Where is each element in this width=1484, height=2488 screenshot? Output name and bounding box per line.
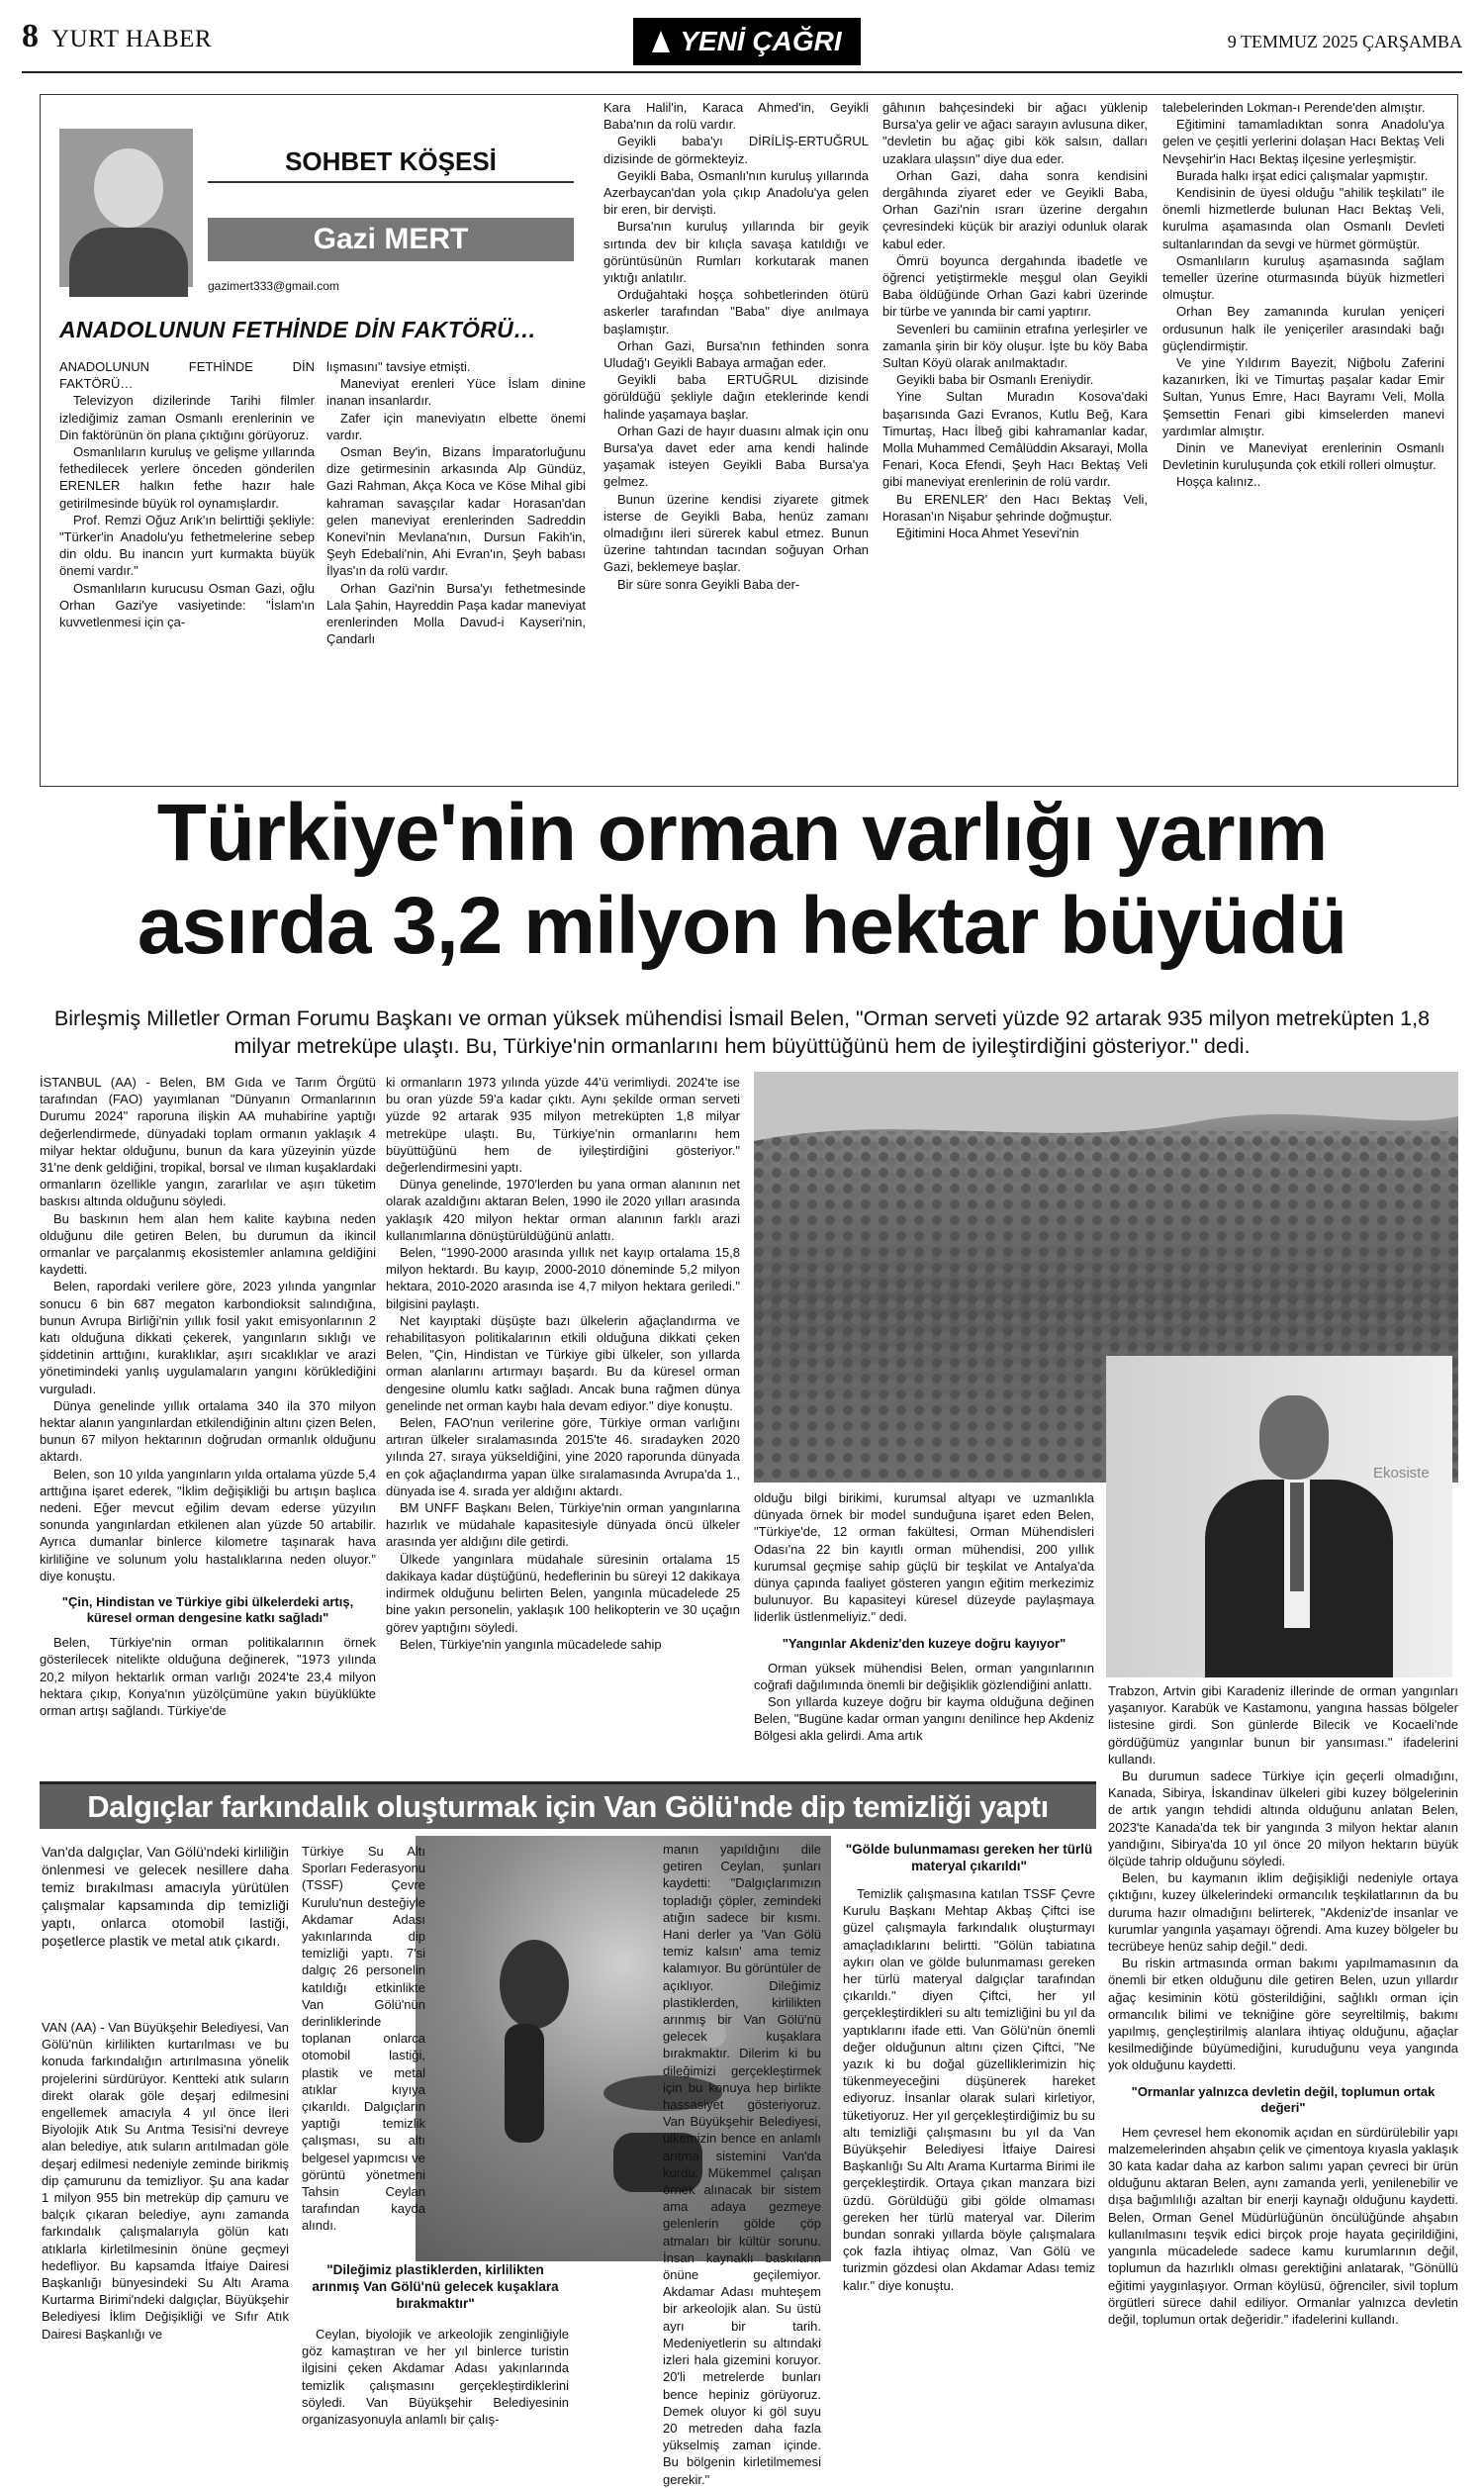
column-text-col2 xyxy=(326,358,586,774)
forest-text-col1 xyxy=(40,1074,376,1767)
paragraph: Belen, bu kaymanın iklim değişikliği nedeniyle ortaya çıktığını, kuzey ülkelerindeki ormancılık teşkilatlarının da bu duruma hazır olmadığını belirterek, "Akdeniz'de insanlar ve kurumlar yangınla yaşamayı öğrendi. Ama kuzey bölgeler bu tecrübeye henüz sahip değil." dedi. xyxy=(1108,1870,1458,1955)
paragraph: VAN (AA) - Van Büyükşehir Belediyesi, Van Gölü'nün kirlilikten kurtarılması ve bu konuda farkındalığın artırılmasına yönelik projelerini sürdürüyor. Kentteki atık suların direkt olarak göle deşarj edilmesini engellemek amacıyla 4 yıl önce İleri Biyolojik Atık Su Arıtma Tesisi'ni devreye alan belediye, atık suların arıtılmadan göle deşarj edilmesi nedeniyle zeminde birikmiş dip çamurunu da temizliyor. Şu ana kadar 1 milyon 955 bin metreküp dip çamuru ve balçık çıkaran belediye, aynı zamanda farkındalık çalışmalarıyla gölün katı atıklarla kirletilmesinin önüne geçmeyi hedefliyor. Bu kapsamda İtfaiye Dairesi Başkanlığı bünyesindeki Su Altı Arama Kurtarma Birimi'ndeki dalgıçlar, Büyükşehir Belediyesi İklim Değişikliği ve Sıfır Atık Dairesi Başkanlığı ve xyxy=(42,2020,289,2342)
paragraph: Dinin ve Maneviyat erenlerinin Osmanlı Devletinin kuruluşunda çok etkili rolleri olmuştur. xyxy=(1162,440,1444,473)
forest-text-col4 xyxy=(1108,1682,1458,2454)
photo-caption-fragment: Ekosiste xyxy=(1373,1465,1430,1482)
paragraph: Prof. Remzi Oğuz Arık'ın belirttiği şekliyle: "Türker'in Anadolu'yu fethetmelerine sebep din oldu. Bu inancın yurt kurmakta büyük önemi vardır." xyxy=(59,512,315,579)
paragraph: Eğitimini Hoca Ahmet Yesevi'nin xyxy=(896,526,1079,541)
paragraph: Bunun üzerine kendisi ziyarete gitmek isterse de Geyikli Baba, henüz zamanı olmadığını ileri sürerek kabul etmez. Bunun üzerine tahtından tacından soğuyan Orhan Gazi, beklemeye başlar. xyxy=(603,491,869,575)
logo-text: YENİ ÇAĞRI xyxy=(680,26,842,56)
headline-line-2: asırda 3,2 milyon hektar büyüdü xyxy=(137,881,1347,971)
paragraph: Temizlik çalışmasına katılan TSSF Çevre Kurulu Başkanı Mehtap Akbaş Çiftci ise güzel çalışmayla farkındalık oluşturmayı amaçladıklarını belirtti. "Gölün tabiatına aykırı olan ve gölde bulunmaması gereken her türlü materyal dalgıçlar tarafından çıkarıldı." diyen Çiftci, her yıl gerçekleştirdikleri su altı temizliğini bu yıl da yaptıklarını ifade etti. Van Gölü'nün önemli değer olduğunun altını çizen Çiftci, "Ne yazık ki bu doğal güzelliklerimizin hiç tükenmeyeceğini düşünerek hareket ediyoruz. İnsanlar olarak sulari kirletiyor, tüketiyoruz. Her yıl gerçekleştirdiğimiz bu su altı temizliği çalışmasını bu yıl da Van Büyükşehir Belediyesi İtfaiye Dairesi Başkanlığı Su Altı Arama Kurtarma Birimi ile gerçekleştirdik. Ortaya çıkan manzara bizi üzdü. Görüldüğü gibi gölde olmaması gereken her türlü materyal var. Dilerim bundan sonraki yıllarda böyle çalışmalara çok fazla ihtiyaç olmaz, Van Gölü ve turizmin gözdesi olan Akdamar Adası temiz kalır." diye konuştu. xyxy=(843,1886,1095,2293)
paragraph: Kendisinin de üyesi olduğu "ahilik teşkilatı" ile önemli hizmetlerde bulunan Hacı Bektaş Veli, kurulma aşamasında olan Osmanlı Devleti sultanlarından da sevgi ve hürmet görmüştür. xyxy=(1162,185,1444,251)
paragraph: Bu baskının hem alan hem kalite kaybına neden olduğunu dile getiren Belen, bu durumun da ikincil ormanlar ve parçalanmış ekosistemler anlamına geldiğini kaydetti. xyxy=(40,1210,376,1278)
paragraph: Orhan Bey zamanında kurulan yeniçeri ordusunun halk ile yeniçeriler arasındaki bağı güçlendirmiştir. xyxy=(1162,304,1444,353)
column-text-col5 xyxy=(1162,99,1444,777)
paragraph: Burada halkı irşat edici çalışmalar yapmıştır. xyxy=(1176,167,1429,183)
header-rule xyxy=(22,71,1462,73)
author-email: gazimert333@gmail.com xyxy=(208,279,339,293)
forest-text-col2 xyxy=(386,1074,740,1767)
subheading: "Ormanlar yalnızca devletin değil, toplumun ortak değeri" xyxy=(1131,2083,1436,2115)
paragraph: Geyikli baba bir Osmanlı Ereniydir. xyxy=(896,372,1094,388)
author-name-badge: Gazi MERT xyxy=(208,218,574,261)
paragraph: manın yapıldığını dile getiren Ceylan, şunları kaydetti: "Dalgıçlarımızın topladığı çöpler, zemindeki atığın sadece bir kısmı. Hani derler ya 'Van Gölü temiz kalsın' ama temiz kalamıyor. Bu görüntüler de açıklıyor. Dileğimiz plastiklerden, kirlilikten arınmış bir Van Gölü'nü gelecek kuşaklara bırakmaktır. Dilerim ki bu dileğimizi gerçekleştirmek için bu konuya hep birlikte hassasiyet gösteriyoruz. Van Büyükşehir Belediyesi, ülkemizin bence en anlamlı arıtma sistemini Van'da kurdu. Mükemmel çalışan örnek alınacak bir sistem ama adaya gezmeye gelenlerin gölde çöp atmaları bir kültür sorunu. İnsan kaynaklı baskıların önüne geçilemiyor. Akdamar Adası muhteşem bir arkeolojik alan. Su üstü ayrı bir tarih. Medeniyetlerin su altındaki izleri hala gizemini koruyor. 20'li metrelerde bunları bence hepiniz görüyoruz. Demek oluyor ki göl suyu 20 metreden daha fazla yükselmiş zaman içinde. Bu bölgenin kirletilmemesi gerekir." xyxy=(663,1842,821,2487)
column-text-col3 xyxy=(603,99,869,777)
van-quote-2: "Gölde bulunmaması gereken her türlü materyal çıkarıldı" xyxy=(845,1842,1093,1873)
paragraph: Orhan Gazi de hayır duasını almak için onu Bursa'ya davet eder ama kendi halinde yaşamak isteyen Geyikli Baba Bursa'ya gelmez. xyxy=(603,423,869,490)
paragraph: Dünya genelinde, 1970'lerden bu yana orman alanının net olarak azaldığını aktaran Belen, 1990 ile 2020 yılları arasında yaklaşık 420 milyon hektar orman alanının farklı arazi kullanımlarına dönüştürüldüğünü anlattı. xyxy=(386,1177,740,1243)
paragraph: Geyikli Baba, Osmanlı'nın kuruluş yıllarında Azerbaycan'dan yola çıkıp Anadolu'ya gelen bir eren, bir dervişti. xyxy=(603,167,869,218)
masthead-logo xyxy=(633,18,861,65)
paragraph: Türkiye Su Altı Sporları Federasyonu (TSSF) Çevre Kurulu'nun desteğiyle Akdamar Adası yakınlarında dip temizliği yaptı. 7'si dalgıç 26 personelin katıldığı etkinlikte Van Gölü'nün derinliklerinde toplanan onlarca otomobil lastiği, plastik ve metal atıklar kıyıya çıkarıldı. Dalgıçların yaptığı temizlik çalışması, su altı belgesel yapımcısı ve görüntü yönetmeni Tahsin Ceylan tarafından kayda alındı. xyxy=(302,1844,426,2234)
paragraph: Osmanlıların kuruluş aşamasında sağlam temeller üzerine oturmasında büyük hizmetleri olmuştur. xyxy=(1162,252,1444,303)
paragraph: olduğu bilgi birikimi, kurumsal altyapı ve uzmanlıkla dünyada örnek bir model sunduğuna işaret eden Belen, "Türkiye'de, 12 orman fakültesi, Orman Mühendisleri Odası'na 22 bin kayıtlı orman mühendisi, 200 yıllık kurumsal geçmişe sahip güçlü bir teşkilat ve Antalya'da dünya çapında faaliyet gösteren yangın eğitim merkezimiz bulunuyor. Bu kapasiteyi küresel düzeyde paylaşmaya liderlik üstlenmeliyiz." dedi. xyxy=(754,1490,1094,1625)
paragraph: Trabzon, Artvin gibi Karadeniz illerinde de orman yangınları yaşanıyor. Karabük ve Kastamonu, yangına hassas bölgeler listesine girdi. Son günlerde Bilecik ve Kocaeli'nde gördüğümüz yangınlar bunun bir yansıması." ifadelerini kullandı. xyxy=(1108,1683,1458,1767)
paragraph: BM UNFF Başkanı Belen, Türkiye'nin orman yangınlarına hazırlık ve müdahale kapasitesiyle dünyada öncü ülkeler arasında yer aldığını dile getirdi. xyxy=(386,1500,740,1550)
paragraph: Belen, rapordaki verilere göre, 2023 yılında yangınlar sonucu 6 bin 687 megaton karbondioksit salındığına, bunun Avrupa Birliği'nin yıllık fosil yakıt emisyonlarının 2 katı olduğuna dikkati çekerek, yangınların sıklığı ve şiddetinin arttığını, kuraklıklar, aşırı sıcaklıklar ve arazi yönetimindeki yanlış uygulamaların yangını körüklediğini vurguladı. xyxy=(40,1279,376,1396)
paragraph: Bursa'nın kuruluş yıllarında bir geyik sırtında dev bir kılıçla savaşa katıldığı ve görüntüsünün Rumları korkutarak manen yıktığı anlatılır. xyxy=(603,219,869,286)
paragraph: Kara Halil'in, Karaca Ahmed'in, Geyikli Baba'nın da rolü vardır. xyxy=(603,100,869,133)
paragraph: Orman yüksek mühendisi Belen, orman yangınlarının coğrafi dağılımında önemli bir değişiklik gözlendiğini anlattı. xyxy=(754,1660,1094,1692)
subheading: "Çin, Hindistan ve Türkiye gibi ülkelerdeki artış, küresel orman dengesine katkı sağladı" xyxy=(61,1594,354,1626)
paragraph: Belen, Türkiye'nin orman politikalarının örnek gösterilecek nitelikte olduğuna değinerek, "1973 yılında 20,2 milyon hektarlık orman varlığı 2024'te 23,4 milyon hektara çıkıp, Konya'nın yüzölçümüne yakın büyüklükte orman artışı sağlandı. Türkiye'de xyxy=(40,1635,376,1718)
section-title: YURT HABER xyxy=(51,26,213,52)
paragraph: İSTANBUL (AA) - Belen, BM Gıda ve Tarım Örgütü tarafından (FAO) yayımlanan "Dünyanın Ormanlarının Durumu 2024" raporuna ilişkin AA muhabirine yaptığı değerlendirmede, dünyadaki toplam ormanın yaklaşık 4 milyar hektar olduğunu, bunun da kara yüzeyinin yüzde 31'ne denk geldiğini, tropikal, borsal ve ılıman kuşaklardaki ormanların özellikle yangın, zararlılar ve aşırı tüketim baskısı altında olduğunu söyledi. xyxy=(40,1075,376,1209)
paragraph: Orhan Gazi'nin Bursa'yı fethetmesinde Lala Şahin, Hayreddin Paşa kadar maneviyat erenlerinden Molla Davud-i Kayseri'nin, Çandarlı xyxy=(326,580,586,647)
van-headline: Dalgıçlar farkındalık oluşturmak için Van Gölü'nde dip temizliği yaptı xyxy=(87,1789,1049,1824)
van-text-col2-top xyxy=(302,1843,426,2234)
paragraph: Bu ERENLER' den Hacı Bektaş Veli, Horasan'ın Nişabur şehrinde doğmuştur. xyxy=(882,491,1148,524)
paragraph: Eğitimini tamamladıktan sonra Anadolu'ya gelen ve çeşitli yerlerini dolaşan Hacı Bektaş Veli Nevşehir'in Hacı Bektaş ilçesine yerleşmiştir. xyxy=(1162,117,1444,166)
paragraph: Ve yine Yıldırım Bayezit, Niğbolu Zaferini kazanırken, İki ve Timurtaş paşalar kadar Emir Sultan, Yunus Emre, Hacı Bayramı Veli, Molla Şemsettin Fenari gibi kimselerden manevi yardımlar almıştır. xyxy=(1162,355,1444,438)
paragraph: ki ormanların 1973 yılında yüzde 44'ü verimliydi. 2024'te ise bu oran yüzde 59'a kadar çıktı. Aynı şekilde orman serveti yüzde 92 artarak 935 milyon metreküpten 1,8 milyar metreküpe ulaştı. Bu, Türkiye'nin ormanlarını hem büyüttüğünü hem de iyileştirdiğini gösteriyor." değerlendirmesini yaptı. xyxy=(386,1075,740,1176)
author-photo xyxy=(59,129,193,287)
paragraph: Sevenleri bu camiinin etrafına yerleşirler ve zamanla şirin bir köy oluşur. İşte bu köy Baba Sultan Köyü olarak anılmaktadır. xyxy=(882,321,1148,371)
page-number: 8 xyxy=(22,18,39,54)
van-text-col4 xyxy=(843,1885,1095,2454)
logo-flame-icon xyxy=(652,31,670,52)
column-title: ANADOLUNUN FETHİNDE DİN FAKTÖRÜ… xyxy=(59,317,537,342)
paragraph: talebelerinden Lokman-ı Perende'den almıştır. xyxy=(1162,100,1426,115)
paragraph: Belen, FAO'nun verilerine göre, Türkiye orman varlığını artıran ülkeler sıralamasında 2015'te 46. sıradayken 2020 yılında 27. sıraya yükseldiğini, yine 2020 raporunda dünyada en çok ağaçlandırma yapan ülke sıralamasında Avrupa'da 1., dünyada ise 4. sırada yer aldığını aktardı. xyxy=(386,1415,740,1498)
van-text-col1 xyxy=(42,2019,289,2454)
paragraph: Son yıllarda kuzeye doğru bir kayma olduğuna değinen Belen, "Bugüne kadar orman yangını denilince hep Akdeniz Bölgesi akla gelirdi. Ama artık xyxy=(754,1694,1094,1744)
belen-portrait-photo xyxy=(1106,1356,1452,1677)
paragraph: Maneviyat erenleri Yüce İslam dinine inanan insanlardır. xyxy=(326,376,586,409)
paragraph: Net kayıptaki düşüşte bazı ülkelerin ağaçlandırma ve rehabilitasyon politikalarının etkili olduğuna dikkati çeken Belen, "Çin, Hindistan ve Türkiye gibi ülkeler, son yıllarda orman alanlarını artırmayı başardı. Bu da küresel orman dengesine olumlu katkı sağladı. Ancak buna rağmen dünya genelinde net orman kaybı hala devam ediyor." diye konuştu. xyxy=(386,1312,740,1413)
van-quote-1: "Dileğimiz plastiklerden, kirlilikten arınmış Van Gölü'nü gelecek kuşaklara bırakmaktır" xyxy=(312,2262,559,2311)
paragraph: Geyikli baba'yı DİRİLİŞ-ERTUĞRUL dizisinde de görmekteyiz. xyxy=(603,134,869,166)
column-text-col1 xyxy=(59,358,315,774)
paragraph: Geyikli baba ERTUĞRUL dizisinde görüldüğü şekliyle dağın eteklerinde kendi halinde yaşamaya başlar. xyxy=(603,372,869,422)
paragraph: Dünya genelinde yıllık ortalama 340 ila 370 milyon hektar alanın yangınlardan etkilendiğinin altını çizen Belen, bunun 67 milyon hektarının doğrudan ormanlık olduğunu aktardı. xyxy=(40,1397,376,1465)
paragraph: Zafer için maneviyatın elbette önemi vardır. xyxy=(326,410,586,442)
paragraph: Osman Bey'in, Bizans İmparatorluğunu dize getirmesinin arkasında Alp Gündüz, Gazi Rahman, Akça Koca ve Köse Mihal gibi kahraman savaşçılar kadar Horasan'dan gelen maneviyat erenlerinden Sadreddin Konevi'nin Mevlana'nın, Dursun Fakih'in, Şeyh Edebali'nin, Ahi Evran'ın, Şeyh babası İlyas'ın da rolü vardır. xyxy=(326,444,586,579)
van-text-col3 xyxy=(584,1841,821,2487)
paragraph: Bir süre sonra Geyikli Baba der- xyxy=(617,576,800,592)
forest-headline xyxy=(20,787,1464,973)
paragraph: Televizyon dizilerinde Tarihi filmler izlediğimiz zaman Osmanlı erenlerinin ve Din faktörünün ön plana çıktığını görüyoruz. xyxy=(59,393,315,442)
paragraph: Ceylan, biyolojik ve arkeolojik zenginliğiyle göz kamaştıran ve her yıl binlerce turistin ilgisini çeken Akdamar Adası yakınlarında temizlik çalışmasını gerçekleştirdiklerini söyledi. Van Büyükşehir Belediyesinin organizasyonuyla anlamlı bir çalış- xyxy=(302,2327,569,2428)
paragraph: Ömrü boyunca dergahında ibadetle ve öğrenci yetiştirmekle meşgul olan Geyikli Baba öldüğünde Orhan Gazi kabri üzerinde bir türbe ve yanında bir cami yaptırır. xyxy=(882,252,1148,320)
paragraph: Orhan Gazi, daha sonra kendisini dergâhında ziyaret eder ve Geyikli Baba, Orhan Gazi'nin ısrarı üzerine dergahın çevresindeki küçük bir araziyi odunluk olarak kabul eder. xyxy=(882,167,1148,251)
paragraph: lışmasını" tavsiye etmişti. xyxy=(326,359,471,374)
paragraph: Hoşça kalınız.. xyxy=(1176,474,1261,490)
paragraph: Bu durumun sadece Türkiye için geçerli olmadığını, Kanada, Sibirya, İskandinav ülkeleri gibi kuzey bölgelerinin de artık yangın tehdidi altında olduğunu anlatan Belen, 2023'te Kanada'da tek bir yangında 3 milyon hektar alanın yandığını, Sibirya'da 10 yıl önce 20 milyon hektarın büyük ölçüde tahrip olduğunu söyledi. xyxy=(1108,1769,1458,1869)
van-lede: Van'da dalgıçlar, Van Gölü'ndeki kirliliğin önlenmesi ve gelecek nesillere daha temiz bırakılması amacıyla yürütülen çalışmalar kapsamında dip temizliği yaptı, onlarca otomobil lastiği, poşetlerce plastik ve metal atık çıkardı. xyxy=(42,1844,289,1949)
forest-text-col3 xyxy=(754,1489,1094,1786)
column-text-col4 xyxy=(882,99,1148,777)
van-text-col2-bottom xyxy=(302,2326,569,2454)
subheading: "Yangınlar Akdeniz'den kuzeye doğru kayıyor" xyxy=(782,1635,1067,1651)
paragraph: Belen, son 10 yılda yangınların yılda ortalama yüzde 5,4 arttığına işaret ederek, "İklim değişikliği bu artışın başlıca nedeni. Eğer mevcut eğilim devam ederse yüzyılın sonunda yangınlardan etkilenen alan yüzde 50 artabilir. Ayrıca dumanlar binlerce kilometre taşınarak hava kirliliğine ve solunum yolu hastalıklarına neden oluyor." diye konuştu. xyxy=(40,1466,376,1583)
paragraph: Belen, "1990-2000 arasında yıllık net kayıp ortalama 15,8 milyon hektardı. Bu kayıp, 2000-2010 döneminde 5,2 milyon hektara, 2010-2020 arasında ise 4,7 milyon hektara geriledi." bilgisini paylaştı. xyxy=(386,1245,740,1311)
column-kicker: SOHBET KÖŞESİ xyxy=(208,146,574,183)
paragraph: Orduğahtaki hoşça sohbetlerinden ötürü askerler tarafından "Baba" diye anılmaya başlamıştır. xyxy=(603,287,869,336)
paragraph: Yine Sultan Muradın Kosova'daki başarısında Gazi Evranos, Kutlu Beğ, Kara Timurtaş, Hacı İlbeğ gibi kahramanlar kadar, Molla Muhammed Cemâlüddin Aksarayi, Molla Fenari, Koca Efendi, Şeyh Hacı Bektaş Veli gibi maneviyat erenlerinin de rolü vardır. xyxy=(882,389,1148,490)
paragraph: Hem çevresel hem ekonomik açıdan en sürdürülebilir yapı malzemelerinden ahşabın çelik ve çimentoya kıyasla yaklaşık 30 kata kadar daha az karbon salımı yapan çevreci bir ürün olduğunu aktaran Belen, aynı zamanda yerli, yenilenebilir ve dışa bağımlılığı azaltan bir enerji kaynağı olduğunu kaydetti. Belen, Orman Genel Müdürlüğünün öncülüğünde ahşabın kullanılmasını teşvik edici birçok proje hayata geçirildiğini, yangınla mücadelede sadece kamu kurumlarının değil, toplumun da hazırlıklı olması gerektiğini anlatarak, "Gönüllü eğitimi yaygınlaşıyor. Orman köylüsü, öğrenciler, sivil toplum örgütleri sürece dahil ediliyor. Ormanlar yalnızca devletin değil, toplumun ortak değeridir." ifadelerini kullandı. xyxy=(1108,2124,1458,2327)
paragraph: Belen, Türkiye'nin yangınla mücadelede sahip xyxy=(400,1636,662,1652)
paragraph: Ülkede yangınlara müdahale süresinin ortalama 15 dakikaya kadar düştüğünü, hedeflerinin bu süreyi 12 dakikaya indirmek olduğunu belirten Belen, yangınla mücadelede 25 bine yakın personelin, yaklaşık 100 helikopterin ve 30 uçağın görev yaptığını söyledi. xyxy=(386,1551,740,1635)
paragraph: ANADOLUNUN FETHİNDE DİN FAKTÖRÜ… xyxy=(59,359,315,392)
paragraph: Osmanlıların kuruluş ve gelişme yıllarında fethedilecek yerlere önceden gönderilen ERENLER halkın fethe hazır hale getirilmesinde büyük rol oynamışlardır. xyxy=(59,444,315,511)
paragraph: Osmanlıların kurucusu Osman Gazi, oğlu Orhan Gazi'ye vasiyetinde: "İslam'ın kuvvetlenmesi için ça- xyxy=(59,580,315,630)
paragraph: Bu riskin artmasında orman bakımı yapılmamasının da önemli bir etken olduğunu dile getiren Belen, uzun yıllardır ağaç kesiminin kötü gösterildiğini, sağlıklı orman için ormancılık bilimi ve tekniğine göre seyreltilmiş, bakımı yapılmış, gençleştirilmiş alanlara ihtiyaç olduğunu, ağaçlar kesilmediğinde büyümediğini, kuruduğunu veya yangında yok olduğunu kaydetti. xyxy=(1108,1956,1458,2073)
issue-date: 9 TEMMUZ 2025 ÇARŞAMBA xyxy=(1227,32,1462,51)
paragraph: Orhan Gazi, Bursa'nın fethinden sonra Uludağ'ı Geyikli Babaya armağan eder. xyxy=(603,337,869,371)
forest-deck: Birleşmiş Milletler Orman Forumu Başkanı ve orman yüksek mühendisi İsmail Belen, "Orman serveti yüzde 92 artarak 935 milyon metreküpten 1,8 milyar metreküpe ulaştı. Bu, Türkiye'nin ormanlarını hem büyüttüğünü hem de iyileştirdiğini gösteriyor." dedi. xyxy=(53,1006,1431,1058)
paragraph: gâhının bahçesindeki bir ağacı yüklenip Bursa'ya gelir ve ağacı sarayın avlusuna diker, "devletin bu ağaç gibi kök salsın, dalları uzaklara ulaşsın" diye dua eder. xyxy=(882,100,1148,166)
headline-line-1: Türkiye'nin orman varlığı yarım xyxy=(156,788,1328,878)
